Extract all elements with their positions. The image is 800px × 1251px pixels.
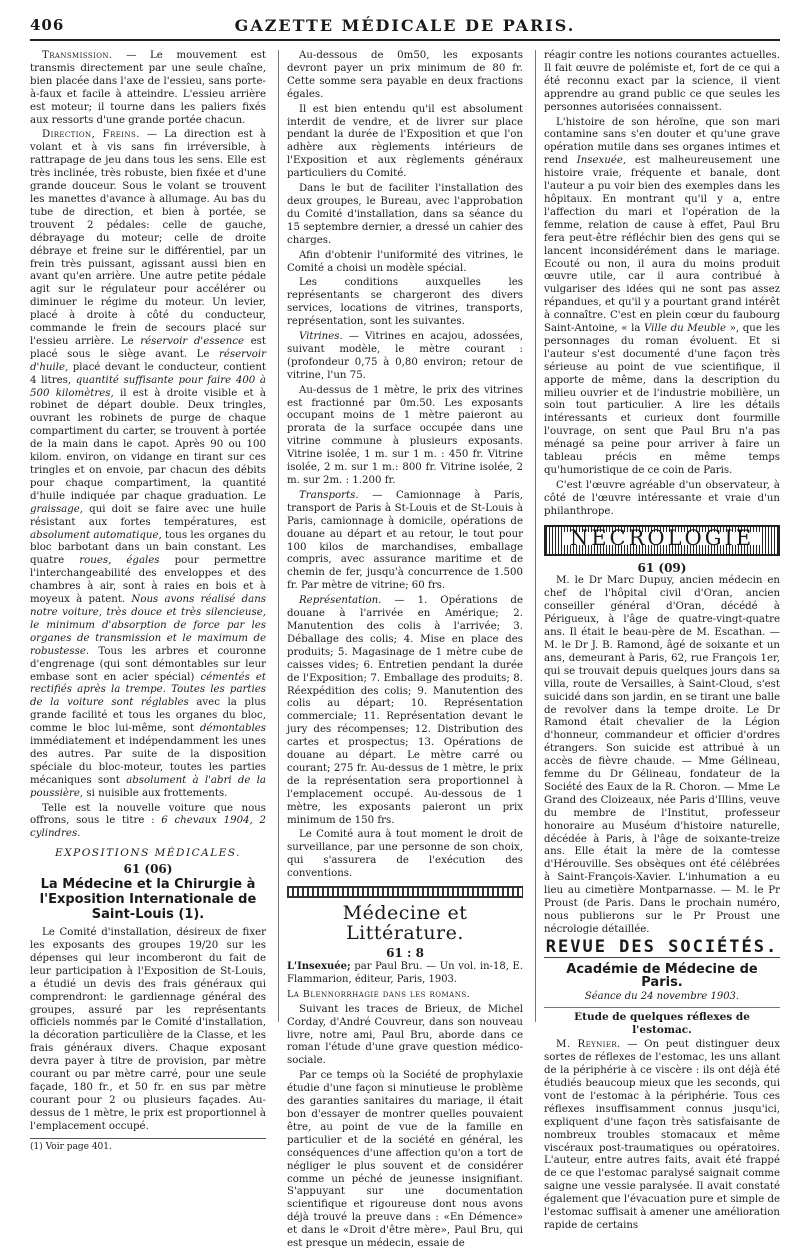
book-reference: L'Insexuée; par Paul Bru. — Un vol. in-18, E. Flammarion, éditeur, Paris, 1903. [287,961,523,985]
paragraph-comite: Le Comité d'installation, désireux de fixer les exposants des groupes 19/20 sur les dépenses qui leur incomberont du fait de leur participation à l'Exposition de St-Louis, a étudié un devis des frais généraux qui comprendront: le gardiennage général des groupes, assuré par les représentants officiels nommés par le Comité d'installation, la décoration particulière de la Classe, et les frais généraux divers. Chaque exposant devra payer à titre de provision, par mètre courant ou par mètre carré, pour une seule façade, 180 fr., et 50 fr. en sus par mètre courant pour 2 ou plusieurs façades. Au-dessus de 1 mètre, le prix est proportionnel à l'emplacement occupé. [30,927,266,1132]
paragraph: Dans le but de faciliter l'installation des deux groupes, le Bureau, avec l'approbation du Comité d'installation, dans sa séance du 15 septembre dernier, a dressé un cahier des charges. [287,183,523,246]
page-header [30,10,780,40]
academie-heading: Académie de Médecine de Paris. [566,961,758,990]
journal-title: GAZETTE MÉDICALE DE PARIS. [234,16,576,35]
paragraph: Par ce temps où la Société de prophylaxie étudie d'une façon si minutieuse le problème des garanties sanitaires du mariage, il était bon d'essayer de montrer quelles pouvaient être, au point de vue de la famille en particulier et de la société en général, les conséquences d'une affection qu'on a tort de négliger le plus souvent et de considérer comme un péché de jeunesse insignifiant. S'appuyant sur une documentation scientifique et rigoureuse dont nous avons déjà trouvé la preuve dans : «En Démence» et dans le «Droit d'être mère», Paul Bru, qui est presque un médecin, essaie de [287,1070,523,1250]
paragraph: Il est bien entendu qu'il est absolument interdit de vendre, et de livrer sur place pendant la durée de l'Exposition et que l'on adhère aux règlements intérieurs de l'Exposition et aux règlements généraux particuliers du Comité. [287,103,523,180]
paragraph-necrologie: M. le Dr Marc Dupuy, ancien médecin en chef de l'hôpital civil d'Oran, ancien conseiller général d'Oran, décédé à Périgueux, à l'âge de quatre-vingt-quatre ans. Il était le beau-père de M. Escathan. — M. le Dr J. B. Ramond, âgé de soixante et un ans, demeurant à Paris, 62, rue François 1er, qui se trouvait depuis quelques jours dans sa villa, route de Versailles, à Saint-Cloud, s'est suicidé dans son jardin, en se tirant une balle de revolver dans la tempe droite. Le Dr Ramond était chevalier de la Légion d'honneur, commandeur et officier d'ordres étrangers. Son suicide est attribué à un accès de fièvre chaude. — Mme Gélineau, femme du Dr Gélineau, fondateur de la Société des Eaux de la R. Choron. — Mme Le Grand des Cloizeaux, née Paris d'Illins, veuve du membre de l'Institut, professeur honoraire au Muséum d'histoire naturelle, décédée à Paris, à l'âge de soixante-treize ans. Elle était la mère de la comtesse d'Hérouville. Ses obsèques ont été célébrées à Saint-François-Xavier. L'inhumation a eu lieu au cimetière Montparnasse. — M. le Pr Proust (de Paris. Dans le prochain numéro, nous publierons sur le Pr Proust une nécrologie détaillée. [544,575,780,935]
ornament-divider [287,886,523,898]
paragraph-transmission: Transmission. — Le mouvement est transmis directement par une seule chaîne, bien placée dans l'axe de l'essieu, sans porte-à-faux et facile à atteindre. L'essieu arrière est moteur; il tourne dans les paliers fixés aux ressorts d'une grande portée chacun. [30,50,266,126]
paragraph: C'est l'œuvre agréable d'un observateur, à côté de l'œuvre intéressante et vraie d'un philanthrope. [544,479,780,517]
section-heading-litterature: Médecine et Littérature. [342,902,468,945]
article-number: 61 (09) [637,560,687,575]
revue-heading: REVUE DES SOCIÉTÉS. [545,936,779,957]
paragraph-offer: Telle est la nouvelle voiture que nous offrons, sous le titre : 6 chevaux 1904, 2 cylindres. [30,802,266,840]
section-title: EXPOSITIONS MÉDICALES. [54,847,242,860]
footnote: (1) Voir page 401. [30,1138,266,1154]
header-rule [30,39,780,41]
paragraph: Au-dessus de 1 mètre, le prix des vitrines est fractionné par 0m.50. Les exposants occupant moins de 1 mètre paieront au prorata de la surface occupée dans une vitrine commune à plusieurs exposants. Vitrine isolée, 1 m. sur 1 m. : 450 fr. Vitrine isolée, 2 m. sur 1 m.: 800 fr. Vitrine isolée, 2 m. sur 2m. : 1.200 fr. [287,384,523,486]
paragraph-vitrines: Vitrines. — Vitrines en acajou, adossées, suivant modèle, le mètre courant : (profondeur 0,75 à 0,80 environ; retour de vitrine, l'un 75. [287,331,523,381]
article-number: 61 : 8 [386,946,424,961]
newspaper-page [30,10,780,1250]
article-title: La Médecine et la Chirurgie à l'Exposition Internationale de Saint-Louis (1). [39,877,257,923]
paragraph-representation: Représentation. — 1. Opérations de douane à l'arrivée en Amérique; 2. Manutention des colis à l'arrivée; 3. Déballage des colis; 4. Mise en place des produits; 5. Magasinage de 1 mètre cube de caisses vides; 6. Entretien pendant la durée de l'Exposition; 7. Emballage des produits; 8. Réexpédition des colis; 9. Manutention des colis au départ; 10. Représentation commerciale; 11. Représentation devant le jury des récompenses; 12. Distribution des cartes et prospectus; 13. Opérations de douane au départ. Le mètre carré ou courant; 275 fr. Au-dessus de 1 mètre, le prix de la représentation sera proportionnel à l'emplacement occupé. Au-dessous de 1 mètre, les exposants paieront un prix minimum de 150 frs. [287,595,523,826]
column-1 [30,50,267,1152]
subheading: Etude de quelques réflexes de l'estomac. [544,1007,780,1037]
seance-date: Séance du 24 novembre 1903. [584,990,740,1002]
column-divider [535,50,536,1022]
paragraph-direction: Direction, Freins. — La direction est à volant et à vis sans fin irréversible, à rattrapage de jeu dans tous les sens. Elle est très inclinée, très robuste, bien fixée et d'une grande douceur. Sous le volant se trouvent les manettes d'avance à allumage. Au bas du tube de direction, et bien à portée, se trouvent 2 pédales: celle de gauche, débrayage du moteur; celle de droite débraye et freine sur le différentiel, par un frein très puissant, agissant aussi bien en avant qu'en arrière. Une autre petite pédale agit sur le régulateur pour accélérer ou diminuer le régime du moteur. Un levier, placé à droite à côté du conducteur, commande le frein de secours placé sur l'essieu arrière. Le réservoir d'essence est placé sous le siège avant. Le réservoir d'huile, placé devant le conducteur, contient 4 litres, quantité suffisante pour faire 400 à 500 kilomètres, il est à droite visible et à robinet de départ double. Deux tringles, ouvrant les robinets de purge de chaque compartiment du carter, se trouvent à portée de la main dans le capot. Après 90 ou 100 kilom. environ, on vidange en tirant sur ces tringles et on envoie, par chacun des débits pour chaque compartiment, la quantité d'huile indiquée par chaque graduation. Le graissage, qui doit se faire avec une huile résistant aux fortes températures, est absolument automatique, tous les organes du bloc barbotant dans un bain constant. Les quatre roues, égales pour permettre l'interchangeabilité des enveloppes et des chambres à air, sont à raies en bois et à moyeux à patent. Nous avons réalisé dans notre voiture, très douce et très silencieuse, le minimum d'absorption de force par les organes de transmission et le maximum de robustesse. Tous les arbres et couronne d'engrenage (qui sont démontables sur leur embase sont en acier spécial) cémentés et rectifiés après la trempe. Toutes les parties de la voiture sont réglables avec la plus grande facilité et tous les organes du bloc, comme le bloc lui-même, sont démontables immédiatement et indépendamment les unes des autres. Par suite de la disposition spéciale du bloc-moteur, toutes les parties mécaniques sont absolument à l'abri de la poussière, si nuisible aux frottements. [30,129,267,799]
paragraph: Les conditions auxquelles les représentants se chargeront des divers services, locations de vitrines, transports, représentation, sont les suivantes. [287,277,523,328]
column-2 [287,50,523,1250]
necrologie-banner [544,525,780,556]
paragraph: Le Comité aura à tout moment le droit de surveillance, par une personne de son choix, qui s'assurera de l'exécution des conventions. [287,829,523,880]
paragraph: Au-dessous de 0m50, les exposants devront payer un prix minimum de 80 fr. Cette somme sera payable en deux fractions égales. [287,50,523,100]
paragraph: réagir contre les notions courantes actuelles. Il fait œuvre de polémiste et, fort de ce qui a été reconnu exact par la science, il vient apprendre au grand public ce que seules les personnes autorisées connaissent. [544,50,780,113]
article-number: 61 (06) [123,862,173,877]
page-number: 406 [30,16,65,34]
column-3 [544,50,780,1231]
column-divider [278,50,279,1022]
necrologie-heading: NÉCROLOGIE [564,532,760,545]
book-subtitle: La Blennorrhagie dans les romans. [287,988,471,1000]
paragraph-transports: Transports. — Camionnage à Paris, transport de Paris à St-Louis et de St-Louis à Paris, camionnage à domicile, opérations de douane au départ et au retour, le tout pour 100 kilos de marchandises, emballage compris, avec assurance maritime et de chemin de fer, jusqu'à concurrence de 1.500 fr. Par mètre de vitrine; 60 frs. [287,489,523,592]
paragraph-reynier: M. Reynier. — On peut distinguer deux sortes de réflexes de l'estomac, les uns allant de la périphérie à ce viscère : ils ont déjà été étudiés beaucoup mieux que les seconds, qui vont de l'estomac à la périphérie. Tous ces réflexes insuffisamment connus jusqu'ici, expliquent d'une façon très satisfaisante de nombreux troubles stomacaux et même viscéraux post-traumatiques ou opératoires. L'auteur, entre autres faits, avait été frappé de ce que l'estomac paralysé saignait comme saigne une vessie paralysée. Il avait constaté également que l'évacuation pure et simple de l'estomac suffisait à amener une amélioration rapide de certains [544,1039,780,1231]
paragraph: Afin d'obtenir l'uniformité des vitrines, le Comité a choisi un modèle spécial. [287,249,523,274]
paragraph: Suivant les traces de Brieux, de Michel Corday, d'André Couvreur, dans son nouveau livre, notre ami, Paul Bru, aborde dans ce roman l'étude d'une grave question médico-sociale. [287,1003,523,1067]
paragraph-heroine: L'histoire de son héroïne, que son mari contamine sans s'en douter et qu'une grave opération mutile dans ses organes intimes et rend Insexuée, est malheureusement une histoire vraie, fréquente et banale, dont l'auteur a pu voir bien des exemples dans les hôpitaux. En montrant qu'il y a, entre l'affection du mari et l'opération de la femme, relation de cause à effet, Paul Bru fera peut-être réfléchir bien des gens qui se lancent inconsidérément dans le mariage. Ecouté ou non, il aura du moins produit œuvre utile, car il aura contribué à vulgariser des idées qui ne sont pas assez répandues, et qu'il y a pourtant grand intérêt à connaître. C'est en plein cœur du faubourg Saint-Antoine, « la Ville du Meuble », que les personnages du roman évoluent. Et si l'auteur s'est documenté d'une façon très sérieuse au point de vue scientifique, il apporte de même, dans la description du milieu ouvrier et de l'industrie mobilière, un soin tout particulier. A lire les détails intéressants et curieux dont fourmille l'ouvrage, on sent que Paul Bru n'a pas ménagé sa peine pour arriver à faire un tableau précis en même temps qu'humoristique de ce coin de Paris. [544,116,780,476]
